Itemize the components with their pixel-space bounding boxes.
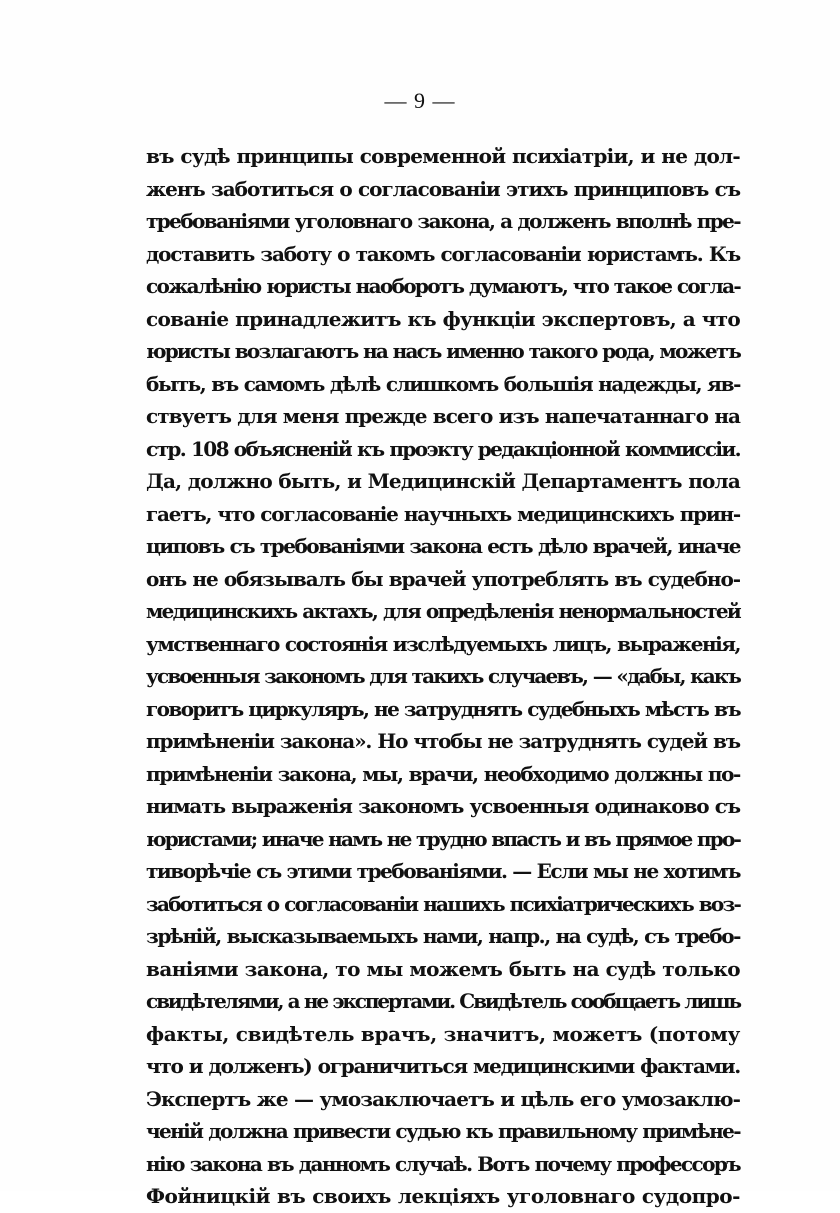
text-line: зрѣній, высказываемыхъ нами, напр., на судѣ, съ требо-: [146, 924, 740, 948]
text-line: свидѣтелями, а не экспертами. Свидѣтель сообщаетъ лишь: [146, 989, 740, 1013]
text-line: сожалѣнію юристы наоборотъ думаютъ, что такое согла-: [146, 274, 740, 298]
text-line: примѣненіи закона». Но чтобы не затруднять судей въ: [146, 729, 740, 753]
text-line: быть, въ самомъ дѣлѣ слишкомъ большія надежды, яв-: [146, 371, 740, 396]
text-line: Фойницкій въ своихъ лекціяхъ уголовнаго судопро-: [146, 1184, 740, 1208]
text-line: факты, свидѣтель врачъ, значитъ, можетъ (потому: [146, 1021, 740, 1046]
text-line: въ судѣ принципы современной психіатріи, и не дол-: [146, 144, 740, 168]
text-line: Да, должно быть, и Медицинскій Департаментъ пола: [146, 469, 740, 493]
text-line: стр. 108 объясненій къ проэкту редакціонной коммиссіи.: [146, 436, 740, 461]
text-line: говоритъ циркуляръ, не затруднять судебныхъ мѣстъ въ: [146, 696, 740, 721]
text-line: примѣненіи закона, мы, врачи, необходимо должны по-: [146, 761, 740, 786]
text-line: юристами; иначе намъ не трудно впасть и въ прямое про-: [146, 826, 740, 851]
text-line: ваніями закона, то мы можемъ быть на судѣ только: [146, 956, 740, 981]
text-line: тиворѣчіе съ этими требованіями. — Если мы не хотимъ: [146, 859, 740, 883]
text-line: нію закона въ данномъ случаѣ. Вотъ почему профессоръ: [146, 1151, 740, 1176]
text-line: требованіями уголовнаго закона, а долженъ вполнѣ пре-: [146, 209, 740, 233]
text-line: женъ заботиться о согласованіи этихъ принциповъ съ: [146, 176, 740, 201]
text-line: доставить заботу о такомъ согласованіи юристамъ. Къ: [146, 241, 740, 266]
text-line: ствуетъ для меня прежде всего изъ напечатаннаго на: [146, 404, 740, 428]
page-number: — 9 —: [384, 88, 456, 113]
text-line: усвоенныя закономъ для такихъ случаевъ, — «дабы, какъ: [146, 664, 740, 688]
text-line: сованіе принадлежитъ къ функціи экспертовъ, а что: [146, 306, 740, 331]
text-line: заботиться о согласованіи нашихъ психіатрическихъ воз-: [146, 891, 740, 916]
text-line: умственнаго состоянія изслѣдуемыхъ лицъ, выраженія,: [146, 631, 740, 656]
text-line: ченій должна привести судью къ правильному примѣне-: [146, 1119, 740, 1143]
text-line: юристы возлагаютъ на насъ именно такого рода, можетъ: [146, 339, 740, 363]
text-line: циповъ съ требованіями закона есть дѣло врачей, иначе: [146, 534, 740, 558]
text-line: онъ не обязывалъ бы врачей употреблять въ судебно-: [146, 566, 740, 591]
text-line: медицинскихъ актахъ, для опредѣленія ненормальностей: [146, 599, 740, 623]
text-line: нимать выраженія закономъ усвоенныя одинаково съ: [146, 794, 740, 818]
text-line: что и долженъ) ограничиться медицинскими фактами.: [146, 1054, 740, 1078]
text-line: гаетъ, что согласованіе научныхъ медицинскихъ прин-: [146, 501, 740, 526]
text-line: Экспертъ же — умозаключаетъ и цѣль его умозаклю-: [146, 1086, 740, 1111]
body-text: [146, 140, 740, 1213]
